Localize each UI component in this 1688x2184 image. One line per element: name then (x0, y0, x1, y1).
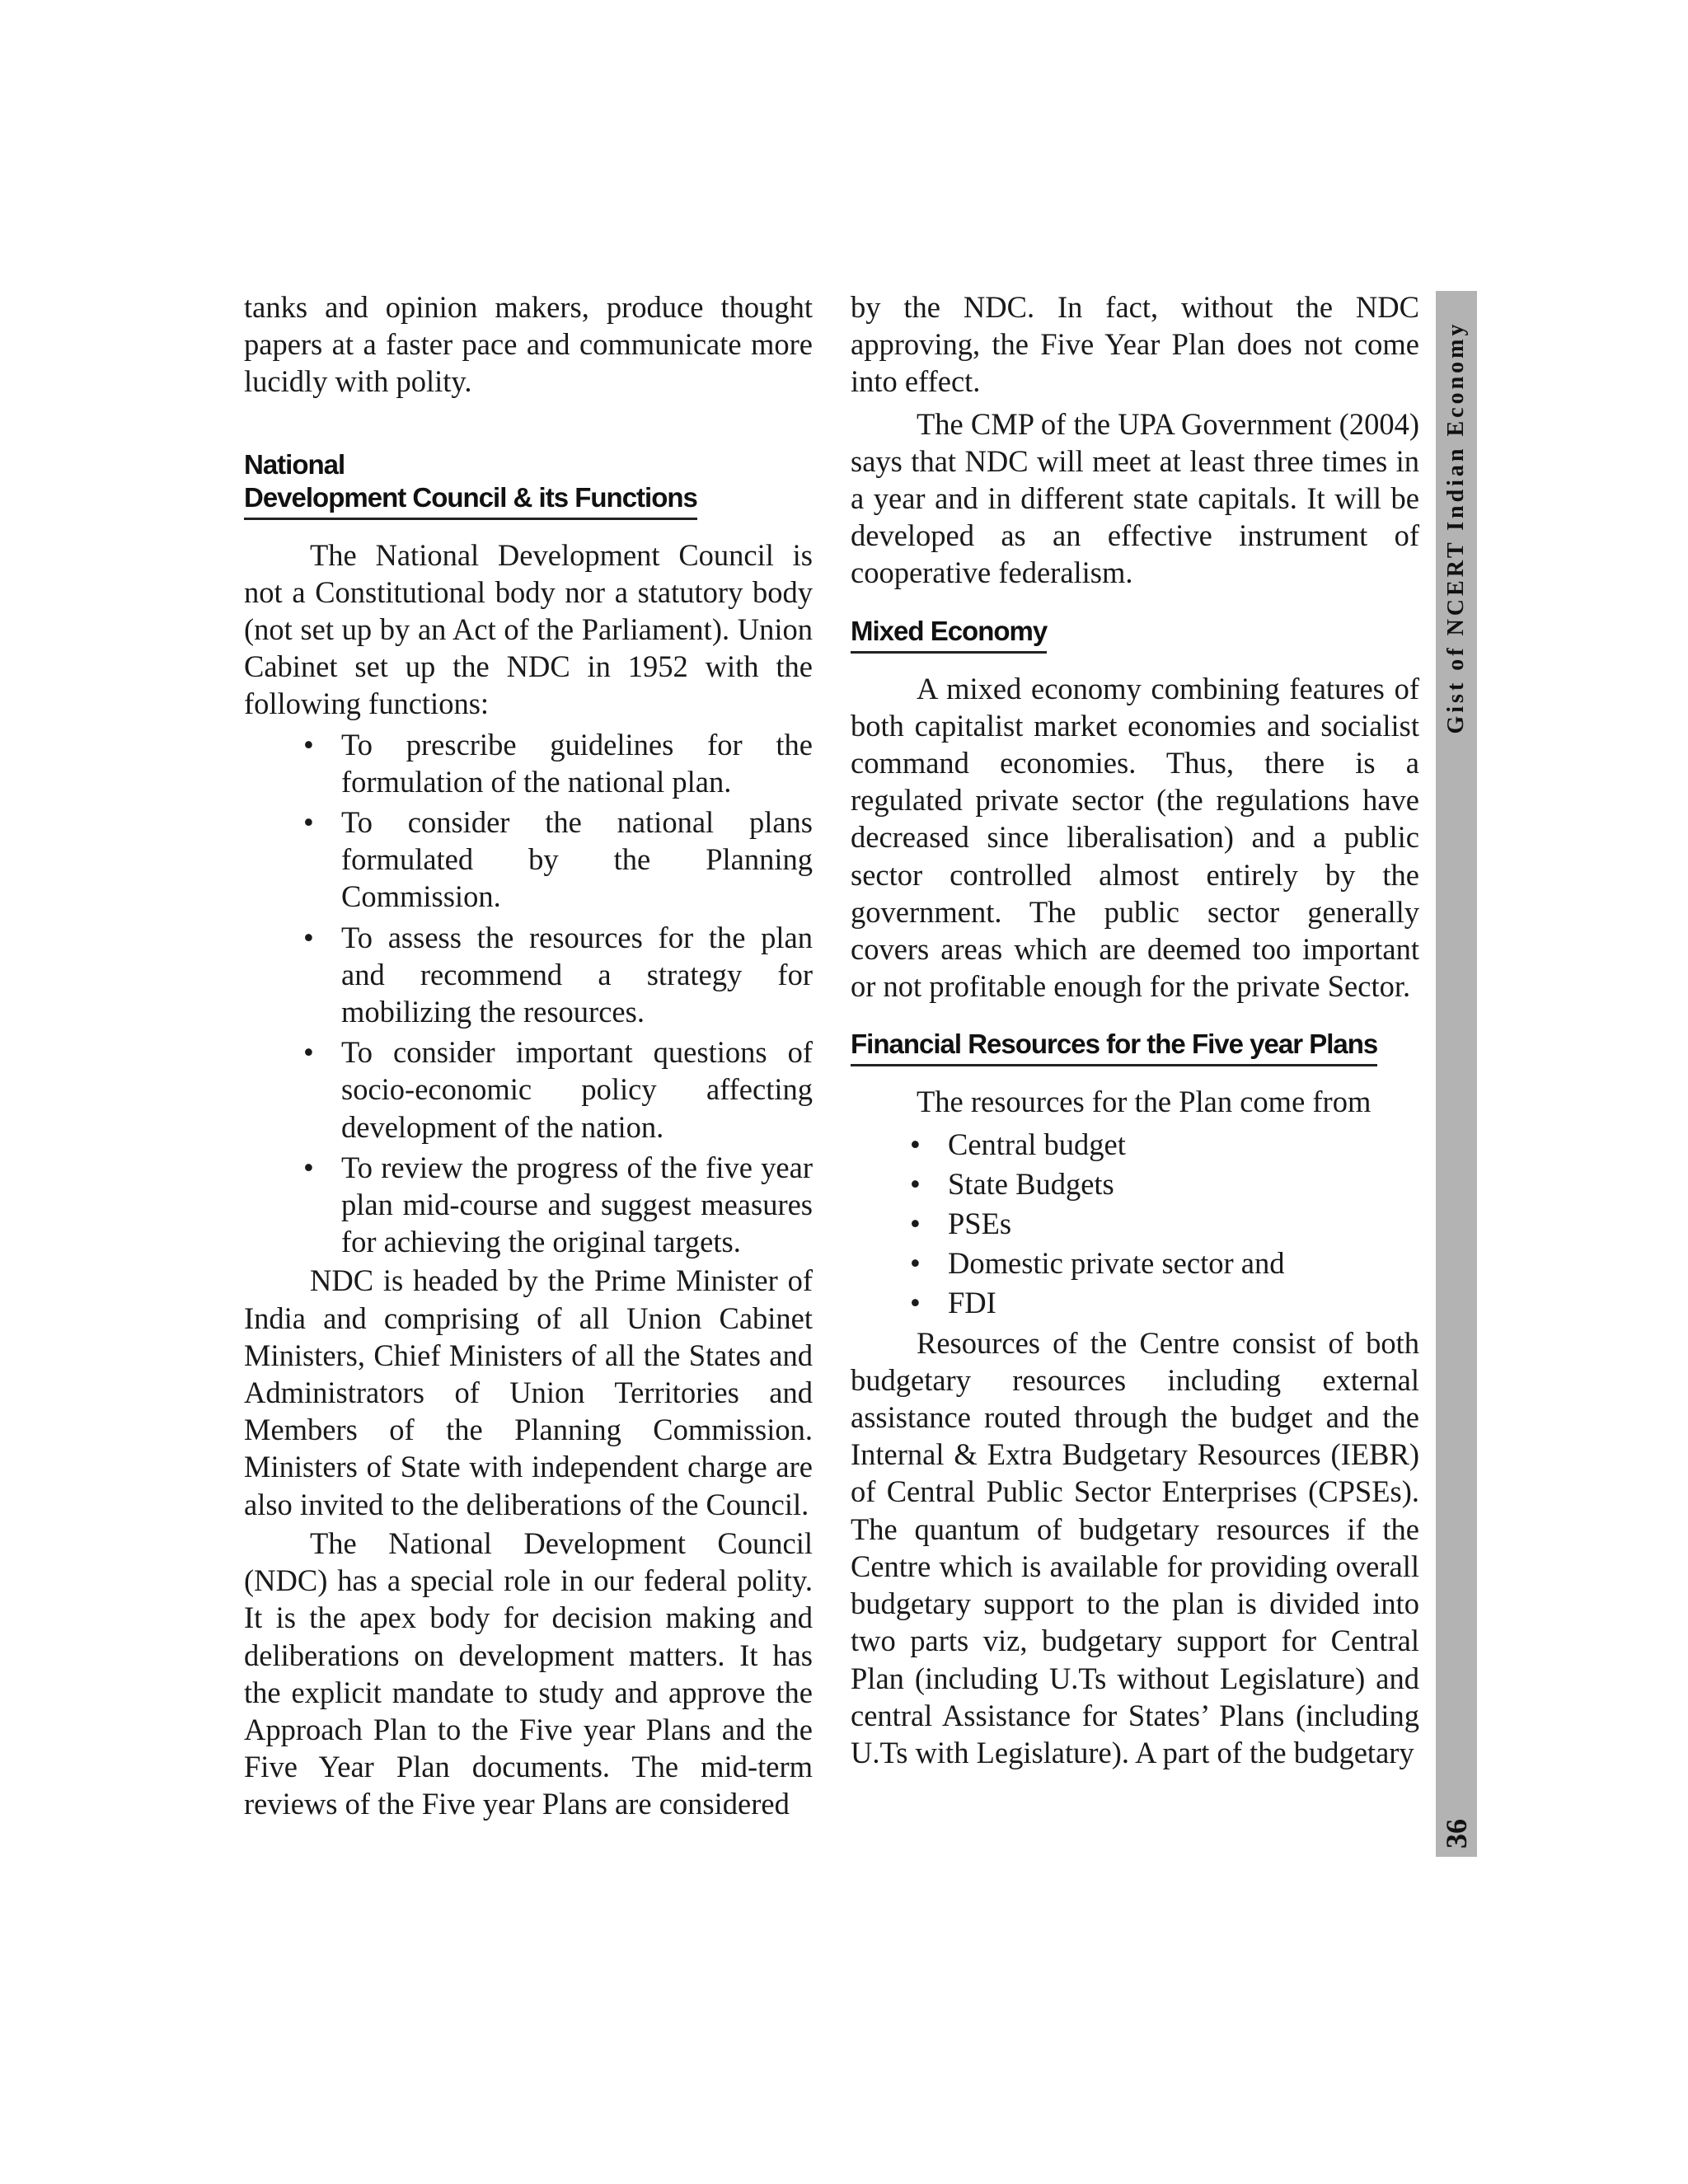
resources-intro: The resources for the Plan come from (917, 1085, 1372, 1119)
list-item: • To consider important questions of socio-economic policy affecting development of the nation. (303, 1035, 813, 1144)
ndc-paragraph-3: The National Development Council (NDC) has a special role in our federal polity. It is the apex body for decision making and deliberations on development matters. It has the explicit mandate to study and approve the Approach Plan to the Five year Plans and the Five Year Plan documents. The mid-term reviews of the Five year Plans are considered (244, 1526, 813, 1821)
list-item: • Domestic private sector and (851, 1244, 1419, 1282)
list-item: • FDI (851, 1284, 1419, 1321)
bullet-icon: • (910, 1246, 921, 1281)
list-item: • To review the progress of the five year plan mid-course and suggest measures for achieving the original targets. (303, 1150, 813, 1259)
resources-list (851, 1126, 1419, 1322)
ndc-paragraph-1: The National Development Council is not a Constitutional body nor a statutory body (not set up by an Act of the Parliament). Union Cabinet set up the NDC in 1952 with the following functions: (244, 537, 813, 721)
list-item: • State Budgets (851, 1165, 1419, 1202)
list-item: • To assess the resources for the plan and recommend a strategy for mobilizing the resources. (303, 920, 813, 1029)
ndc-paragraph-2: NDC is headed by the Prime Minister of India and comprising of all Union Cabinet Ministers, Chief Ministers of all the States and Administrators of Union Territories and Members of the Planning Commission. Ministers of State with independent charge are also invited to the deliberations of the Council. (244, 1263, 813, 1521)
list-item: • Central budget (851, 1126, 1419, 1163)
mixed-economy-paragraph: A mixed economy combining features of both capitalist market economies and socialist command economies. Thus, there is a regulated private sector (the regulations have decreased since liberalisation) and a public sector controlled almost entirely by the government. The public sector generally covers areas which are deemed too important or not profitable enough for the private Sector. (851, 671, 1419, 1004)
ndc-heading-line2: Development Council & its Functions (244, 481, 697, 520)
bullet-icon: • (303, 1150, 314, 1184)
bullet-icon: • (910, 1207, 921, 1241)
intro-paragraph: tanks and opinion makers, produce thought papers at a faster pace and communicate more lucidly with polity. (244, 290, 813, 399)
bullet-icon: • (303, 805, 314, 840)
cmp-paragraph: The CMP of the UPA Government (2004) says that NDC will meet at least three times in a year and in different state capitals. It will be developed as an effective instrument of cooperative federalism. (851, 406, 1419, 590)
bullet-icon: • (910, 1166, 921, 1201)
bullet-icon: • (910, 1286, 921, 1320)
continued-paragraph: by the NDC. In fact, without the NDC approving, the Five Year Plan does not come into effect. (851, 290, 1419, 399)
bullet-icon: • (303, 1035, 314, 1070)
bullet-icon: • (303, 727, 314, 762)
bullet-icon: • (910, 1127, 921, 1161)
ndc-heading-line1: National (244, 448, 345, 480)
list-item: • To prescribe guidelines for the formulation of the national plan. (303, 727, 813, 799)
list-item: • To consider the national plans formulated by the Planning Commission. (303, 805, 813, 914)
page-number: 36 (1440, 1819, 1473, 1849)
right-column (851, 288, 1419, 1771)
list-item: • PSEs (851, 1205, 1419, 1242)
bullet-icon: • (303, 920, 314, 954)
book-title: Gist of NCERT Indian Economy (1443, 321, 1469, 734)
left-column (244, 288, 813, 1823)
ndc-functions-list (244, 726, 813, 1261)
financial-resources-heading: Financial Resources for the Five year Plans (851, 1028, 1419, 1066)
mixed-economy-heading: Mixed Economy (851, 615, 1419, 654)
centre-resources-paragraph: Resources of the Centre consist of both budgetary resources including external assistance routed through the budget and the Internal & Extra Budgetary Resources (IEBR) of Central Public Sector Enterprises (CPSEs). The quantum of budgetary resources if the Centre which is available for providing overall budgetary support to the plan is divided into two parts viz, budgetary support for Central Plan (including U.Ts without Legislature) and central Assistance for States’ Plans (including U.Ts with Legislature). A part of the budgetary (851, 1325, 1419, 1769)
ndc-heading (244, 448, 813, 520)
